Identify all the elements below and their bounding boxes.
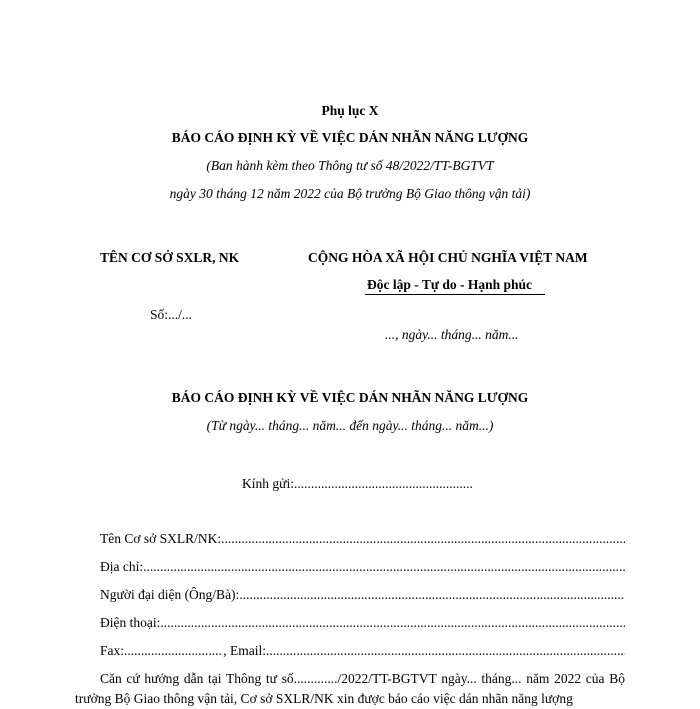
representative-field: [100, 587, 625, 603]
body-paragraph: Căn cứ hướng dẫn tại Thông tư số............./2022/TT-BGTVT ngày... tháng... năm 2022 của Bộ trưởng Bộ Giao thông vận tải, Cơ sở SXLR/NK xin được báo cáo việc dán nhãn năng lượng: [75, 671, 625, 706]
phone-blank: [160, 615, 625, 631]
representative-label: Người đại diện (Ông/Bà):: [100, 587, 240, 602]
appendix-title: BÁO CÁO ĐỊNH KỲ VỀ VIỆC DÁN NHÃN NĂNG LƯỢNG: [171, 130, 529, 145]
email-blank: [266, 643, 625, 659]
report-period: (Từ ngày... tháng... năm... đến ngày... tháng... năm...): [206, 418, 494, 433]
appendix-label: Phụ lục X: [321, 103, 379, 118]
phone-field: [100, 615, 625, 631]
address-field: [100, 559, 625, 575]
address-blank: [143, 559, 625, 575]
motto-underline: [365, 294, 545, 295]
phone-label: Điện thoại:: [100, 615, 161, 630]
facility-field: [100, 531, 625, 547]
issued-by-line-2: ngày 30 tháng 12 năm 2022 của Bộ trưởng Bộ Giao thông vận tải): [169, 186, 531, 201]
fax-blank: [124, 643, 223, 659]
recipient-line: Kính gửi:.....................................................: [242, 476, 473, 491]
fax-label: Fax:: [100, 643, 125, 658]
date-line: ..., ngày... tháng... năm...: [385, 327, 519, 342]
address-label: Địa chỉ:: [100, 559, 144, 574]
fax-email-field: [100, 643, 625, 659]
org-name: TÊN CƠ SỞ SXLR, NK: [100, 250, 240, 265]
facility-label: Tên Cơ sở SXLR/NK:: [100, 531, 222, 546]
document-number: Số:.../...: [150, 307, 193, 322]
facility-blank: [221, 531, 625, 547]
motto: Độc lập - Tự do - Hạnh phúc: [367, 277, 533, 292]
representative-blank: [239, 587, 625, 603]
issued-by-line-1: (Ban hành kèm theo Thông tư số 48/2022/TT-BGTVT: [206, 158, 494, 173]
report-title: BÁO CÁO ĐỊNH KỲ VỀ VIỆC DÁN NHÃN NĂNG LƯỢNG: [171, 390, 529, 405]
republic-title: CỘNG HÒA XÃ HỘI CHỦ NGHĨA VIỆT NAM: [308, 250, 588, 265]
email-label: , Email:: [223, 643, 267, 658]
